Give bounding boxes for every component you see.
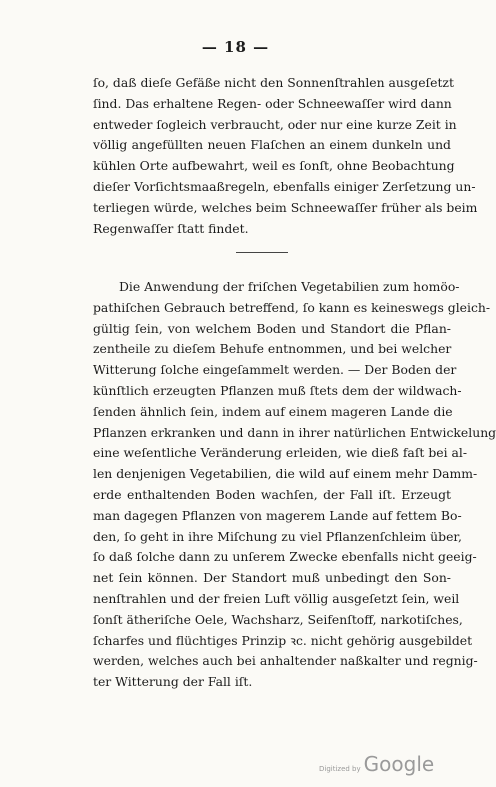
text-line: den, ſo geht in ihre Miſchung zu viel Pflanzenſchleim über, xyxy=(93,528,462,544)
text-line: dieſer Vorſichtsmaaßregeln, ebenfalls einiger Zerſetzung un- xyxy=(93,178,476,194)
text-line: Regenwaſſer ſtatt findet. xyxy=(93,220,249,236)
text-line: entweder ſogleich verbraucht, oder nur eine kurze Zeit in xyxy=(93,116,457,132)
text-line: gültig ſein, von welchem Boden und Standort die Pflan- xyxy=(93,320,451,336)
text-line: Pflanzen erkranken und dann in ihrer natürlichen Entwickelung xyxy=(93,424,496,440)
text-line: Witterung ſolche eingeſammelt werden. — Der Boden der xyxy=(93,362,457,378)
watermark-brand: Google xyxy=(363,752,435,776)
paragraph-2 xyxy=(93,277,496,693)
text-line: erde enthaltenden Boden wachſen, der Fall iſt. Erzeugt xyxy=(93,486,451,502)
text-line: eine weſentliche Veränderung erleiden, wie dieß faſt bei al- xyxy=(93,445,468,461)
digitization-watermark xyxy=(319,752,434,776)
text-line: ter Witterung der Fall iſt. xyxy=(93,674,253,690)
text-line: kühlen Orte aufbewahrt, weil es ſonſt, ohne Beobachtung xyxy=(93,158,455,174)
text-line: man dagegen Pflanzen von magerem Lande auf fettem Bo- xyxy=(93,507,462,523)
text-line: künſtlich erzeugten Pflanzen muß ſtets dem der wildwach- xyxy=(93,382,462,398)
text-line: werden, welches auch bei anhaltender naßkalter und regnig- xyxy=(93,653,478,669)
page-number: — 18 — xyxy=(201,38,270,56)
text-line: ſo daß ſolche dann zu unſerem Zwecke ebenfalls nicht geeig- xyxy=(93,549,477,565)
text-line: ſenden ähnlich ſein, indem auf einem mageren Lande die xyxy=(93,403,453,419)
text-line: ſind. Das erhaltene Regen- oder Schneewaſſer wird dann xyxy=(93,95,452,111)
paragraph-1 xyxy=(93,73,478,239)
text-line: len denjenigen Vegetabilien, die wild auf einem mehr Damm- xyxy=(93,466,478,482)
text-line: terliegen würde, welches beim Schneewaſſer früher als beim xyxy=(93,199,478,215)
text-line: zentheile zu dieſem Behufe entnommen, und bei welcher xyxy=(93,341,452,357)
text-line: pathiſchen Gebrauch betreffend, ſo kann es keineswegs gleich- xyxy=(93,299,491,315)
text-line: net ſein können. Der Standort muß unbedingt den Son- xyxy=(93,570,451,586)
section-divider xyxy=(236,252,288,253)
text-line: ſcharfes und flüchtiges Prinzip ꝛc. nicht gehörig ausgebildet xyxy=(93,632,473,648)
text-line: ſo, daß dieſe Gefäße nicht den Sonnenſtrahlen ausgeſetzt xyxy=(93,75,454,90)
text-line: völlig angefüllten neuen Flaſchen an einem dunkeln und xyxy=(93,137,451,153)
text-line: ſonſt ätheriſche Oele, Wachsharz, Seifenſtoff, narkotiſches, xyxy=(93,611,463,627)
text-line: nenſtrahlen und der freien Luft völlig ausgeſetzt ſein, weil xyxy=(93,590,460,606)
watermark-prefix: Digitized by xyxy=(319,765,361,773)
text-line: Die Anwendung der friſchen Vegetabilien zum homöo- xyxy=(119,279,460,294)
